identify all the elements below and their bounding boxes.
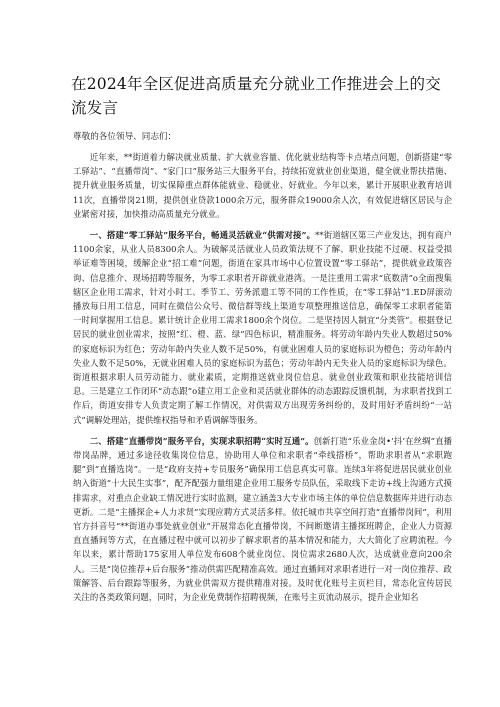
paragraph-body: **街道辖区第三产业发达，拥有商户1100余家，从业人员8300余人。为破解灵活就业人员政策法规不了解、职业技能不过硬、权益受损举证难等困境，缓解企业“招工难”问题，街道在家具市场中心位置设置“零工驿站”，提供就业政策咨询、信息推介、现场招聘等服务，为零工求职者开辟就业港湾。一是注重用工需求“底数清”o全面搜集辖区企业用工需求，针对小时工、季节工、劳务派遣工等不同的工作性质，在“零工驿站”1.ED屏滚动播放每日用工信息，同时在微信公众号、微信群等线上渠道专项整理推送信息，确保零工求职者能第一时间掌握用工信息。累计统计企业用工需求1800余个岗位。二是坚持因人制宜“分类管”。根据登记居民的就业创业需求，按照“红、橙、蓝、绿”四色标识，精准服务。将劳动年龄内失业人数超过50%的家庭标识为红色；劳动年龄内失业人数不足50%，有就业困难人员的家庭标识为橙色；劳动年龄内失业人数不足50%，无就业困难人员的家庭标识为蓝色；劳动年龄内无失业人员的家庭标识为绿色。街道根据求职人员劳动能力、就业素质，定期推送就业岗位信息、就业创业政策和职业技能培训信息。三是建立工作闭环“动态跟”o建立用工企业和灵活就业群体的动态跟踪反馈机制，为求职者找到工作后，街道安排专人负责定期了解工作情况，对供需双方出现劳务纠纷的，及时用好矛盾纠纷“一站式”调解处理站，提供维权指导和矛盾调解等服务。 <box>73 230 452 425</box>
paragraph-heading: 二、搭建“直播带岗”服务平台，实现求职招聘“实时互通”。 <box>89 435 314 446</box>
paragraph-body: 创新打造“乐业金岗•’抖’在丝绸”直播带岗品牌，通过多途径收集岗位信息，协助用人单位和求职者“牵线搭桥”，帮助求职者从“求职跑腿”到“直播选岗”。一是“政府支持+专员服务”确保用工信息真实可靠。连续3年将促进居民就业创业纳入街道“十大民生实事”，配齐配强力量组建企业用工服务专员队伍，采取线下走访+线上沟通方式摸排需求，对重点企业缺工情况进行实时监测，建立涵盖3大专业市场主体的单位信息数据库并进行动态更新。二是“主播探企+人力求贤”实现应聘方式灵活多样。依托城市共享空间打造“直播带岗间”，利用官方抖音号“**街道办事处就业创业”开展常态化直播带岗，不间断邀请主播探班聘企，企业人力资源直直播间等方式，在直播过程中就可以初步了解求职者的基本情况和能力，大大简化了应聘流程。今年以来，累计帮助175家用人单位发布608个就业岗位、岗位需求2680人次，达成就业意向200余人。三是“岗位推荐+后台服务”推动供需匹配精准高效。通过直播间对求职者进行一对一岗位推荐、政策解答、后台跟踪等服务，为就业供需双方提供精准对接。及时优化账号主页栏目，常态化宣传居民关注的各类政策问题，同时，为企业免费制作招聘视频，在账号主页流动展示，提升企业知名 <box>73 435 453 603</box>
paragraph-heading: 一、搭建“零工驿站”服务平台，畅通灵活就业“供需对接”。 <box>89 230 316 241</box>
paragraph-intro <box>50 150 452 221</box>
paragraph-section-2 <box>50 434 452 604</box>
document-title: 在2024年全区促进高质量充分就业工作推进会上的交流发言 <box>71 75 441 117</box>
paragraph-body: 近年来，**街道着力解决就业质量、扩大就业容量、优化就业结构等卡点堵点问题，创新搭建“零工驿站”、“直播带岗”、“家门口”服务站三大服务平台，持续拓宽就业创业渠道，健全就业帮扶措施、提升就业服务质量，切实保障重点群体能就业、稳就业、好就业。今年以来，累计开展职业教育培训11次，直播带岗21期，提供创业贷款1000余万元，服务群众19000余人次，有效促进辖区居民与企业紧密对接，加快推动高质量充分就业。 <box>73 152 452 219</box>
greeting: 尊敬的各位领导、同志们： <box>73 132 177 142</box>
paragraph-section-1 <box>50 228 452 427</box>
